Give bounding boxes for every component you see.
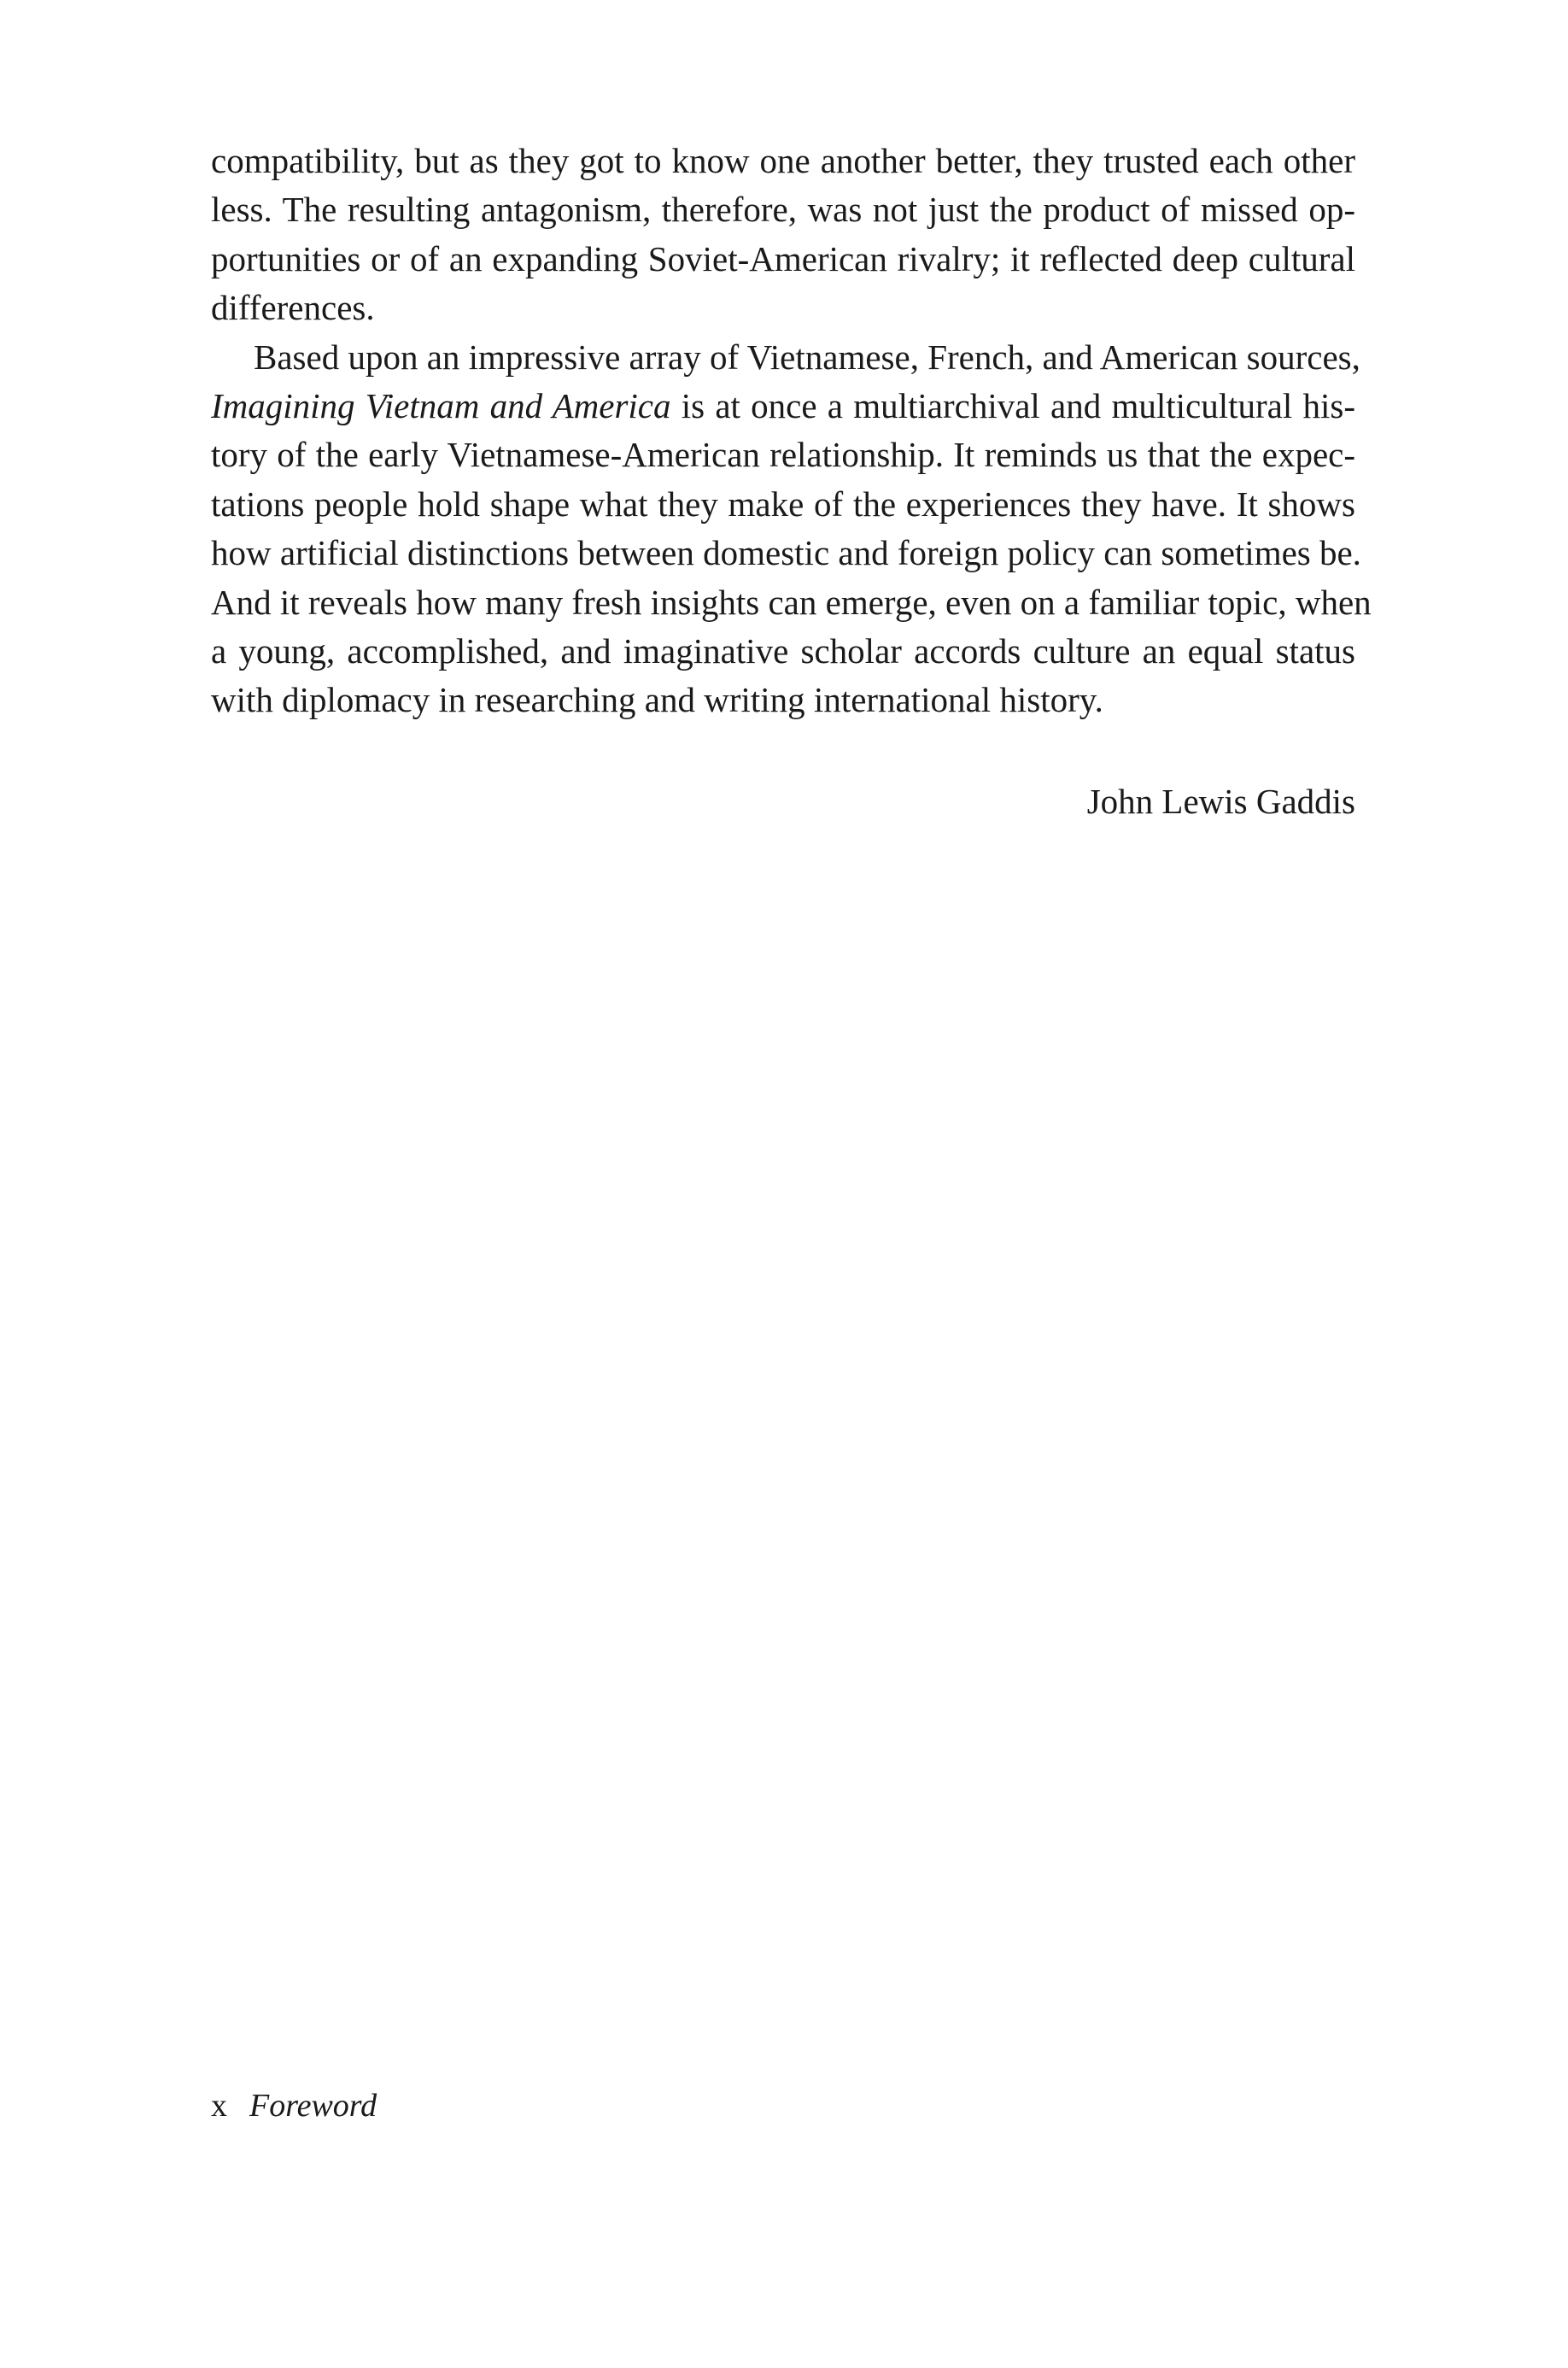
text-line-with-title xyxy=(211,382,1355,431)
text-line-rest: is at once a multiarchival and multicultural his- xyxy=(670,385,1355,425)
text-line: how artificial distinctions between domestic and foreign policy can sometimes be. xyxy=(211,533,1361,573)
paragraph-1 xyxy=(211,137,1355,333)
text-line: And it reveals how many fresh insights can emerge, even on a familiar topic, when xyxy=(211,582,1372,622)
text-line: tations people hold shape what they make of the experiences they have. It shows xyxy=(211,484,1355,524)
author-signature: John Lewis Gaddis xyxy=(1086,782,1355,821)
running-head: Foreword xyxy=(249,2088,377,2124)
page-footer xyxy=(211,2084,377,2127)
text-line: portunities or of an expanding Soviet-American rivalry; it reflected deep cultural xyxy=(211,238,1355,278)
text-line: a young, accomplished, and imaginative scholar accords culture an equal status xyxy=(211,630,1355,671)
book-title: Imagining Vietnam and America xyxy=(211,385,671,425)
text-line: differences. xyxy=(211,288,375,328)
text-line: less. The resulting antagonism, therefore, was not just the product of missed op- xyxy=(211,190,1355,230)
text-line: with diplomacy in researching and writing international history. xyxy=(211,680,1103,720)
text-line: Based upon an impressive array of Vietnamese, French, and American sources, xyxy=(254,337,1360,377)
paragraph-2 xyxy=(211,333,1372,725)
text-line: compatibility, but as they got to know one another better, they trusted each other xyxy=(211,141,1355,180)
page-number: x xyxy=(211,2088,227,2124)
text-line: tory of the early Vietnamese-American relationship. It reminds us that the expec- xyxy=(211,435,1355,475)
body-text xyxy=(211,137,1372,725)
